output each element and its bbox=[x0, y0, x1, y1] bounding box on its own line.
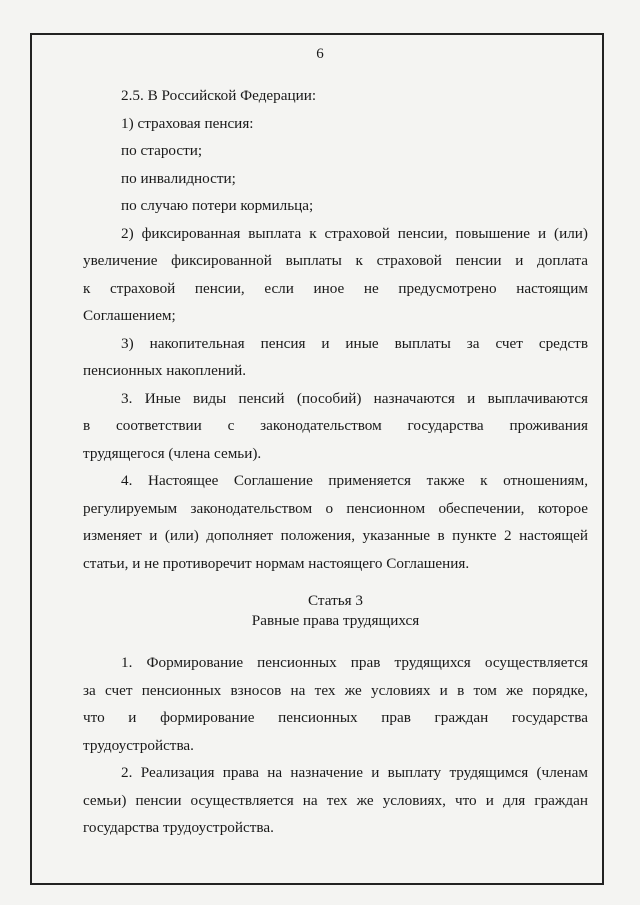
text-line: Соглашением; bbox=[83, 307, 176, 324]
list-item: 1) страховая пенсия: bbox=[121, 114, 254, 132]
document-body bbox=[83, 82, 588, 842]
text-line: трудоустройства. bbox=[83, 736, 194, 754]
list-subitem: по случаю потери кормильца; bbox=[121, 197, 314, 214]
article-title: Равные права трудящихся bbox=[251, 612, 420, 629]
text-line: государства трудоустройства. bbox=[83, 819, 274, 836]
page-number: 6 bbox=[316, 46, 324, 62]
text-line: 2) фиксированная выплата к страховой пенсии, повышение и (или) bbox=[121, 224, 588, 242]
text-line: статьи, и не противоречит нормам настоящего Соглашения. bbox=[83, 554, 470, 572]
text-line: в соответствии с законодательством государства проживания bbox=[83, 417, 588, 434]
text-line: что и формирование пенсионных прав граждан государства bbox=[83, 709, 588, 726]
text-line: увеличение фиксированной выплаты к страховой пенсии и доплата bbox=[83, 252, 588, 269]
text-line: регулируемым законодательством о пенсионном обеспечении, которое bbox=[83, 499, 588, 517]
list-subitem: по старости; bbox=[121, 142, 203, 159]
text-line: за счет пенсионных взносов на тех же условиях и в том же порядке, bbox=[83, 681, 588, 699]
text-line: пенсионных накоплений. bbox=[83, 362, 247, 379]
text-line: семьи) пенсии осуществляется на тех же условиях, что и для граждан bbox=[83, 791, 588, 809]
text-line: 1. Формирование пенсионных прав трудящихся осуществляется bbox=[121, 654, 588, 671]
text-line: изменяет и (или) дополняет положения, указанные в пункте 2 настоящей bbox=[83, 527, 588, 544]
list-subitem: по инвалидности; bbox=[121, 169, 236, 187]
text-line: к страховой пенсии, если иное не предусмотрено настоящим bbox=[83, 279, 588, 297]
text-line: 3) накопительная пенсия и иные выплаты за счет средств bbox=[121, 334, 588, 352]
article-number: Статья 3 bbox=[307, 592, 364, 609]
text-line: трудящегося (члена семьи). bbox=[83, 444, 262, 462]
text-line: 3. Иные виды пенсий (пособий) назначаются и выплачиваются bbox=[121, 389, 588, 407]
article-heading bbox=[83, 591, 588, 631]
text-line: 4. Настоящее Соглашение применяется также к отношениям, bbox=[121, 472, 588, 489]
text-line: 2. Реализация права на назначение и выплату трудящимся (членам bbox=[121, 764, 588, 781]
section-heading: 2.5. В Российской Федерации: bbox=[121, 87, 317, 104]
